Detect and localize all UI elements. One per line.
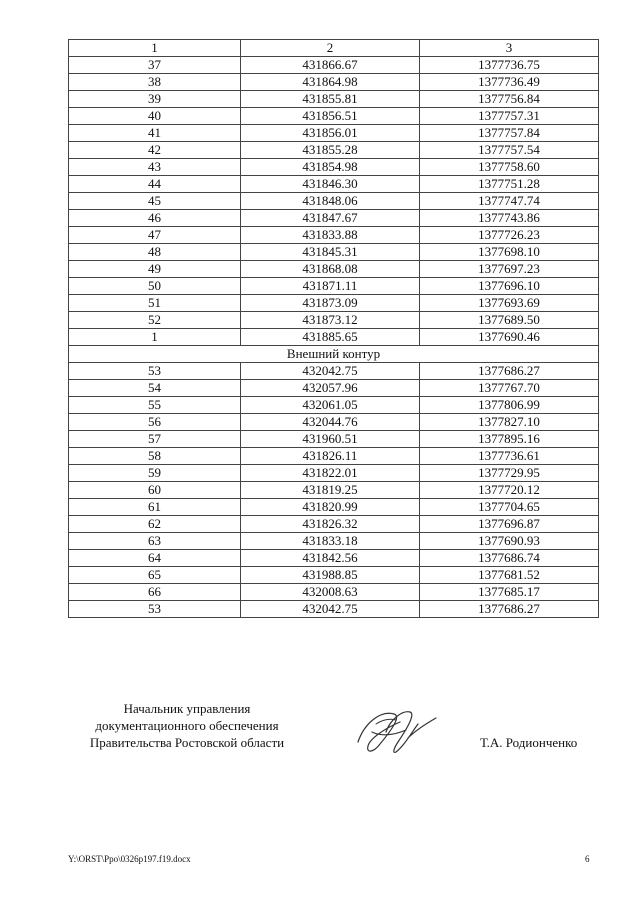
table-cell: 431855.81 [241,91,420,108]
table-cell: 62 [69,516,241,533]
table-cell: 431842.56 [241,550,420,567]
table-cell: 1377827.10 [420,414,599,431]
section-title-row [69,346,599,363]
table-cell: 52 [69,312,241,329]
table-cell: 61 [69,499,241,516]
table-cell: 1377757.54 [420,142,599,159]
table-cell: 431826.32 [241,516,420,533]
table-cell: 1377697.23 [420,261,599,278]
table-cell: 1 [69,329,241,346]
table-cell: 432061.05 [241,397,420,414]
table-cell: 431833.88 [241,227,420,244]
table-cell: 431848.06 [241,193,420,210]
table-row [69,499,599,516]
table-row [69,227,599,244]
table-cell: 431856.51 [241,108,420,125]
table-row [69,193,599,210]
table-cell: 66 [69,584,241,601]
table-cell: 42 [69,142,241,159]
table-cell: 431988.85 [241,567,420,584]
table-cell: 431846.30 [241,176,420,193]
table-cell: 1377685.17 [420,584,599,601]
table-cell: 46 [69,210,241,227]
table-cell: 1377757.31 [420,108,599,125]
table-row [69,363,599,380]
table-cell: 1377698.10 [420,244,599,261]
table-cell: 1377757.84 [420,125,599,142]
table-cell: 1377690.46 [420,329,599,346]
table-row [69,567,599,584]
handwritten-signature [350,702,440,760]
table-cell: 1377693.69 [420,295,599,312]
table-cell: 1377704.65 [420,499,599,516]
table-cell: 48 [69,244,241,261]
table-cell: 53 [69,601,241,618]
table-cell: 1377726.23 [420,227,599,244]
table-cell: 39 [69,91,241,108]
table-row [69,380,599,397]
table-cell: 1377686.27 [420,363,599,380]
table-cell: 63 [69,533,241,550]
table-cell: 1377736.49 [420,74,599,91]
table-cell: 431960.51 [241,431,420,448]
table-cell: 54 [69,380,241,397]
table-row [69,278,599,295]
table-row [69,295,599,312]
table-cell: 1377756.84 [420,91,599,108]
table-cell: 1377681.52 [420,567,599,584]
table-cell: 432042.75 [241,363,420,380]
table-cell: 1377690.93 [420,533,599,550]
table-cell: 65 [69,567,241,584]
table-cell: 1377895.16 [420,431,599,448]
table-cell: 431856.01 [241,125,420,142]
signatory-position [62,700,312,751]
table-cell: 50 [69,278,241,295]
table-cell: 53 [69,363,241,380]
position-line-3: Правительства Ростовской области [89,735,285,750]
table-cell: 1377689.50 [420,312,599,329]
coordinates-table-body [69,40,599,618]
page-number: 6 [585,854,590,864]
position-line-2: документационного обеспечения [95,718,279,733]
table-cell: 431866.67 [241,57,420,74]
table-cell: 55 [69,397,241,414]
table-row [69,397,599,414]
table-cell: 1377736.61 [420,448,599,465]
table-row [69,57,599,74]
table-cell: 431873.09 [241,295,420,312]
header-cell-2: 2 [241,40,420,57]
table-cell: 44 [69,176,241,193]
table-row [69,533,599,550]
table-row [69,414,599,431]
table-row [69,516,599,533]
table-cell: 40 [69,108,241,125]
table-row [69,482,599,499]
table-cell: 37 [69,57,241,74]
table-cell: 1377696.87 [420,516,599,533]
table-row [69,465,599,482]
table-cell: 51 [69,295,241,312]
table-cell: 1377767.70 [420,380,599,397]
table-cell: 431854.98 [241,159,420,176]
table-cell: 431820.99 [241,499,420,516]
table-row [69,210,599,227]
table-row [69,448,599,465]
table-cell: 431855.28 [241,142,420,159]
table-cell: 56 [69,414,241,431]
table-row [69,108,599,125]
table-cell: 1377736.75 [420,57,599,74]
table-row [69,601,599,618]
table-row [69,329,599,346]
position-line-1: Начальник управления [123,701,251,716]
footer-file-path: Y:\ORST\Ppo\0326p197.f19.docx [68,854,191,864]
table-header-row [69,40,599,57]
table-cell: 1377747.74 [420,193,599,210]
table-row [69,125,599,142]
table-cell: 431873.12 [241,312,420,329]
table-cell: 431864.98 [241,74,420,91]
table-row [69,550,599,567]
table-row [69,431,599,448]
signatory-name: Т.А. Родионченко [480,735,578,750]
table-cell: 64 [69,550,241,567]
table-cell: 43 [69,159,241,176]
table-cell: 432044.76 [241,414,420,431]
table-cell: 432042.75 [241,601,420,618]
table-row [69,261,599,278]
table-cell: 1377751.28 [420,176,599,193]
table-cell: 60 [69,482,241,499]
table-cell: 431833.18 [241,533,420,550]
coordinates-table [68,39,599,618]
header-cell-3: 3 [420,40,599,57]
table-row [69,176,599,193]
table-cell: 49 [69,261,241,278]
table-cell: 431847.67 [241,210,420,227]
table-cell: 1377758.60 [420,159,599,176]
table-cell: 47 [69,227,241,244]
table-cell: 59 [69,465,241,482]
table-row [69,159,599,176]
table-cell: 1377720.12 [420,482,599,499]
table-cell: 431819.25 [241,482,420,499]
table-cell: 431871.11 [241,278,420,295]
table-cell: 57 [69,431,241,448]
table-cell: 431822.01 [241,465,420,482]
table-cell: 432057.96 [241,380,420,397]
table-cell: 1377686.27 [420,601,599,618]
table-cell: 1377696.10 [420,278,599,295]
table-row [69,584,599,601]
table-cell: 1377743.86 [420,210,599,227]
table-cell: 431826.11 [241,448,420,465]
table-cell: 38 [69,74,241,91]
table-row [69,74,599,91]
table-cell: 1377686.74 [420,550,599,567]
table-cell: 58 [69,448,241,465]
header-cell-1: 1 [69,40,241,57]
table-cell: 1377729.95 [420,465,599,482]
table-cell: 431885.65 [241,329,420,346]
table-row [69,244,599,261]
table-row [69,142,599,159]
table-cell: 45 [69,193,241,210]
table-cell: 431845.31 [241,244,420,261]
section-title-outer-contour: Внешний контур [69,346,599,363]
table-cell: 432008.63 [241,584,420,601]
table-cell: 431868.08 [241,261,420,278]
table-row [69,312,599,329]
table-row [69,91,599,108]
table-cell: 1377806.99 [420,397,599,414]
table-cell: 41 [69,125,241,142]
